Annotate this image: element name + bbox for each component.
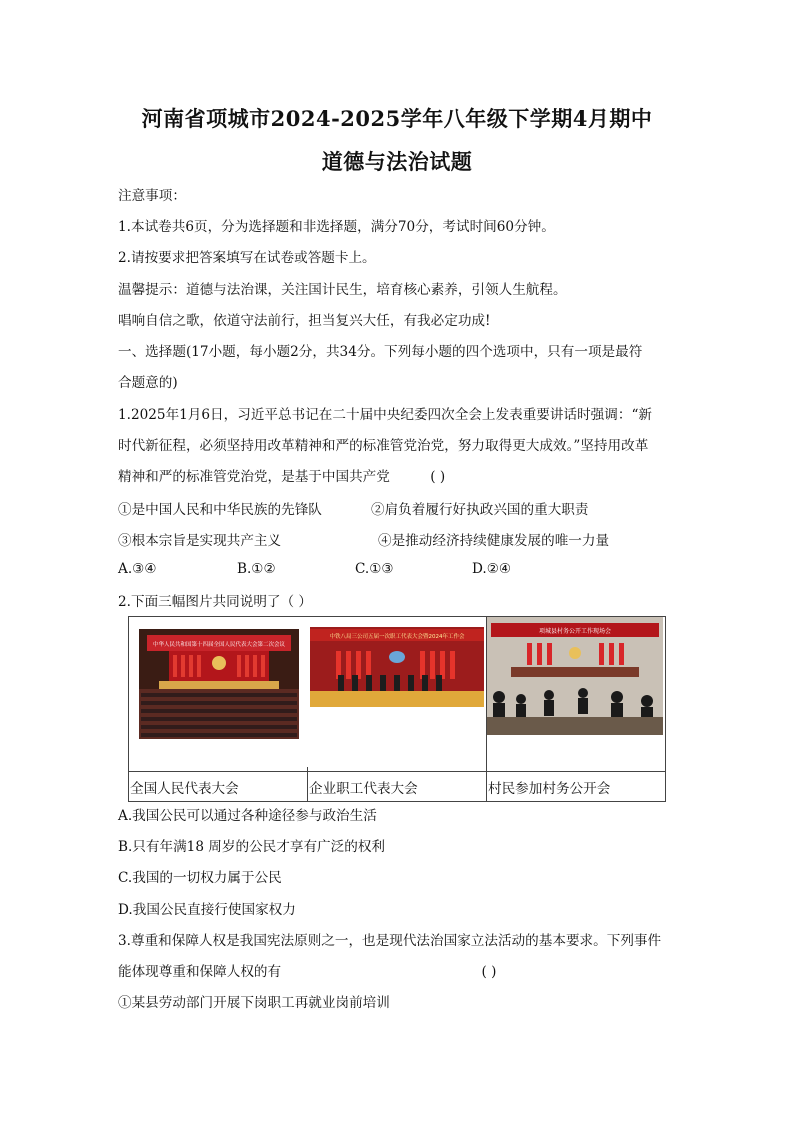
notes-item-1: 1.本试卷共6页，分为选择题和非选择题，满分70分，考试时间60分钟。	[118, 219, 555, 235]
q1-stem-line1: 1.2025年1月6日，习近平总书记在二十届中央纪委四次全会上发表重要讲话时强调：“新	[118, 407, 652, 423]
pic1-banner-text: 中华人民共和国第十四届全国人民代表大会第二次会议	[152, 642, 286, 648]
q3-statement-1: ①某县劳动部门开展下岗职工再就业岗前培训	[118, 995, 390, 1011]
warm-tip: 温馨提示：道德与法治课，关注国计民生，培育核心素养，引领人生航程。	[118, 282, 567, 298]
npc-hall-photo	[129, 617, 309, 767]
q2-picture-table	[128, 616, 666, 802]
q1-answer-blank[interactable]: ( )	[430, 469, 446, 485]
q2-option-c[interactable]: C.我国的一切权力属于公民	[118, 870, 282, 886]
q1-option-d[interactable]: D.②④	[472, 561, 512, 577]
exam-title: 河南省项城市2024-2025学年八年级下学期4月期中	[141, 106, 653, 131]
pic2-banner-text: 中铁八局三公司五届一次职工代表大会暨2024年工作会	[329, 634, 465, 640]
q1-stem-text: 精神和严的标准管党治党，是基于中国共产党	[118, 469, 390, 485]
picture-cell-1	[129, 617, 308, 772]
section-heading-cont: 合题意的)	[118, 375, 178, 391]
pic3-banner-text: 项城县村务公开工作现场会	[538, 628, 612, 635]
q2-stem: 2.下面三幅图片共同说明了（ ）	[118, 594, 313, 610]
national-emblem-icon	[212, 656, 226, 670]
workers-congress-photo	[308, 617, 486, 767]
q1-option-a[interactable]: A.③④	[118, 561, 157, 577]
q1-stem-line2: 时代新征程，必须坚持用改革精神和严的标准管党治党，努力取得更大成效。”坚持用改革	[118, 438, 649, 454]
q1-statement-2: ②肩负着履行好执政兴国的重大职责	[371, 502, 589, 518]
q1-statement-4: ④是推动经济持续健康发展的唯一力量	[378, 533, 610, 549]
company-logo-icon	[389, 651, 405, 663]
q1-statement-1: ①是中国人民和中华民族的先锋队	[118, 502, 322, 518]
caption-1: 全国人民代表大会	[129, 772, 308, 802]
q3-stem-line2	[118, 962, 678, 982]
q2-option-a[interactable]: A.我国公民可以通过各种途径参与政治生活	[118, 808, 377, 824]
section-heading: 一、选择题(17小题，每小题2分，共34分。下列每小题的四个选项中，只有一项是最符	[118, 344, 643, 360]
q2-option-d[interactable]: D.我国公民直接行使国家权力	[118, 902, 296, 918]
q3-answer-blank[interactable]: ( )	[481, 964, 497, 980]
q1-stem-line3	[118, 467, 678, 487]
caption-3: 村民参加村务公开会	[487, 772, 666, 802]
picture-cell-3	[487, 617, 666, 772]
q1-option-c[interactable]: C.①③	[355, 561, 394, 577]
q1-statement-3: ③根本宗旨是实现共产主义	[118, 533, 282, 549]
village-meeting-photo	[487, 617, 663, 767]
notes-item-2: 2.请按要求把答案填写在试卷或答题卡上。	[118, 250, 376, 266]
q3-stem-line1: 3.尊重和保障人权是我国宪法原则之一，也是现代法治国家立法活动的基本要求。下列事件	[118, 933, 662, 949]
q1-option-b[interactable]: B.①②	[237, 561, 276, 577]
caption-2: 企业职工代表大会	[308, 772, 487, 802]
q2-option-b[interactable]: B.只有年满18 周岁的公民才享有广泛的权利	[118, 839, 386, 855]
q3-stem-text: 能体现尊重和保障人权的有	[118, 964, 282, 980]
emblem-icon	[569, 647, 581, 659]
notes-heading: 注意事项：	[118, 188, 186, 204]
exam-subtitle: 道德与法治试题	[321, 149, 473, 174]
picture-cell-2	[308, 617, 487, 772]
motto: 唱响自信之歌，依道守法前行，担当复兴大任，有我必定功成!	[118, 313, 491, 329]
